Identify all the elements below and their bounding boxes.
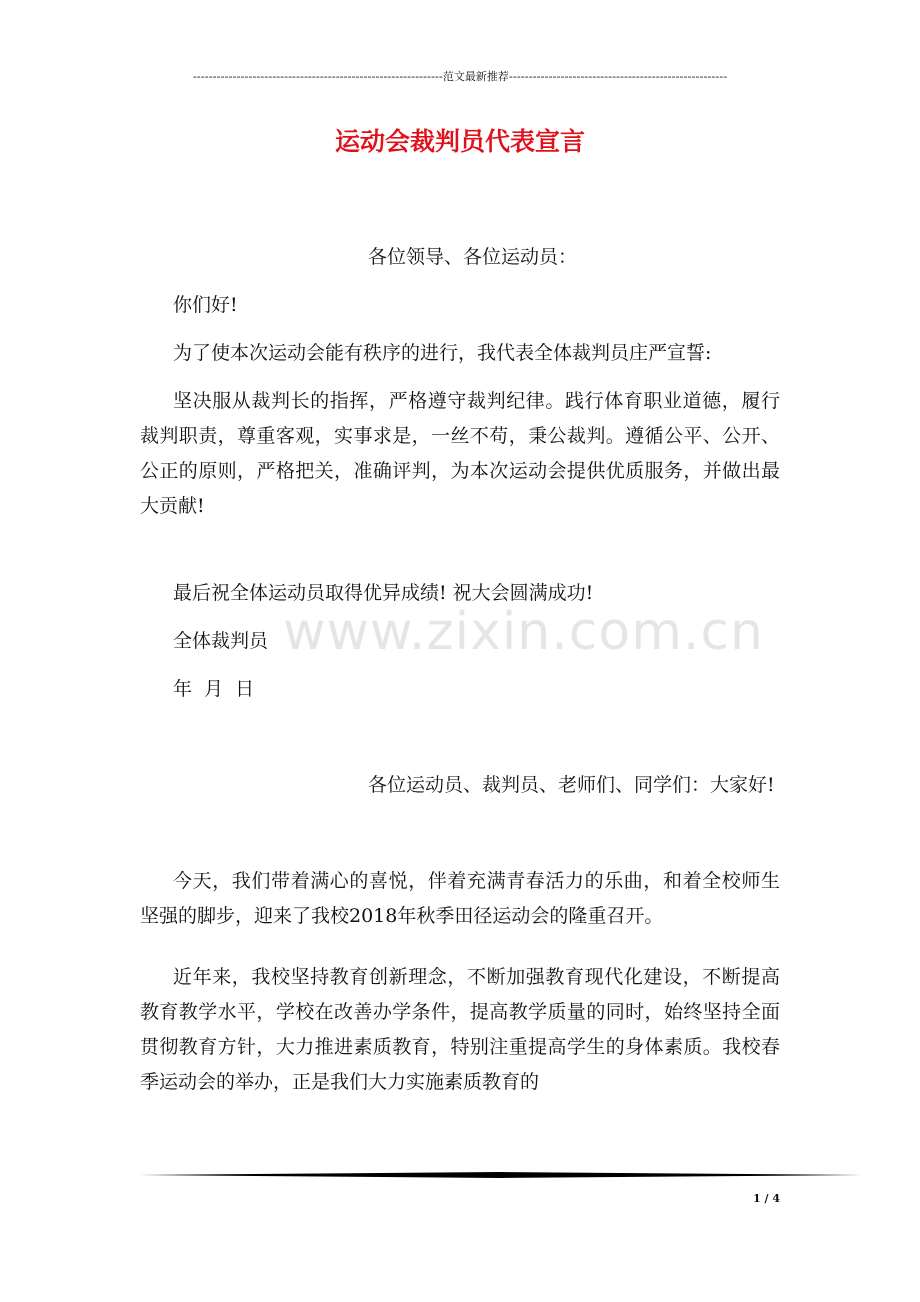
salutation-2: 各位运动员、裁判员、老师们、同学们：大家好! <box>368 774 775 796</box>
signature: 全体裁判员 <box>173 630 269 652</box>
date-line: 年 月 日 <box>173 678 255 700</box>
oath-body: 坚决服从裁判长的指挥，严格遵守裁判纪律。践行体育职业道德，履行裁判职责，尊重客观，实事求是，一丝不苟，秉公裁判。遵循公平、公开、公正的原则，严格把关，准确评判，为本次运动会提供优质服务，并做出最大贡献! <box>140 390 780 517</box>
header-banner: ---------------------------------------------------------------范文最新推荐------------------------------------------------------- <box>192 70 728 83</box>
footer-divider <box>140 1172 862 1178</box>
speech-para-1: 今天，我们带着满心的喜悦，伴着充满青春活力的乐曲，和着全校师生坚强的脚步，迎来了我校2018年秋季田径运动会的隆重召开。 <box>140 870 780 927</box>
closing-wish: 最后祝全体运动员取得优异成绩! 祝大会圆满成功! <box>173 582 594 604</box>
salutation-1: 各位领导、各位运动员： <box>368 246 578 268</box>
document-title: 运动会裁判员代表宣言 <box>334 127 585 156</box>
oath-intro: 为了使本次运动会能有秩序的进行，我代表全体裁判员庄严宣誓: <box>173 342 712 364</box>
speech-para-2: 近年来，我校坚持教育创新理念，不断加强教育现代化建设，不断提高教育教学水平，学校在改善办学条件，提高教学质量的同时，始终坚持全面贯彻教育方针，大力推进素质教育，特别注重提高学生的身体素质。我校春季运动会的举办，正是我们大力实施素质教育的 <box>140 966 780 1093</box>
page-number: 1 / 4 <box>753 1192 780 1205</box>
watermark: www.zixin.com.cn <box>283 602 764 662</box>
greeting-1: 你们好! <box>173 294 238 316</box>
